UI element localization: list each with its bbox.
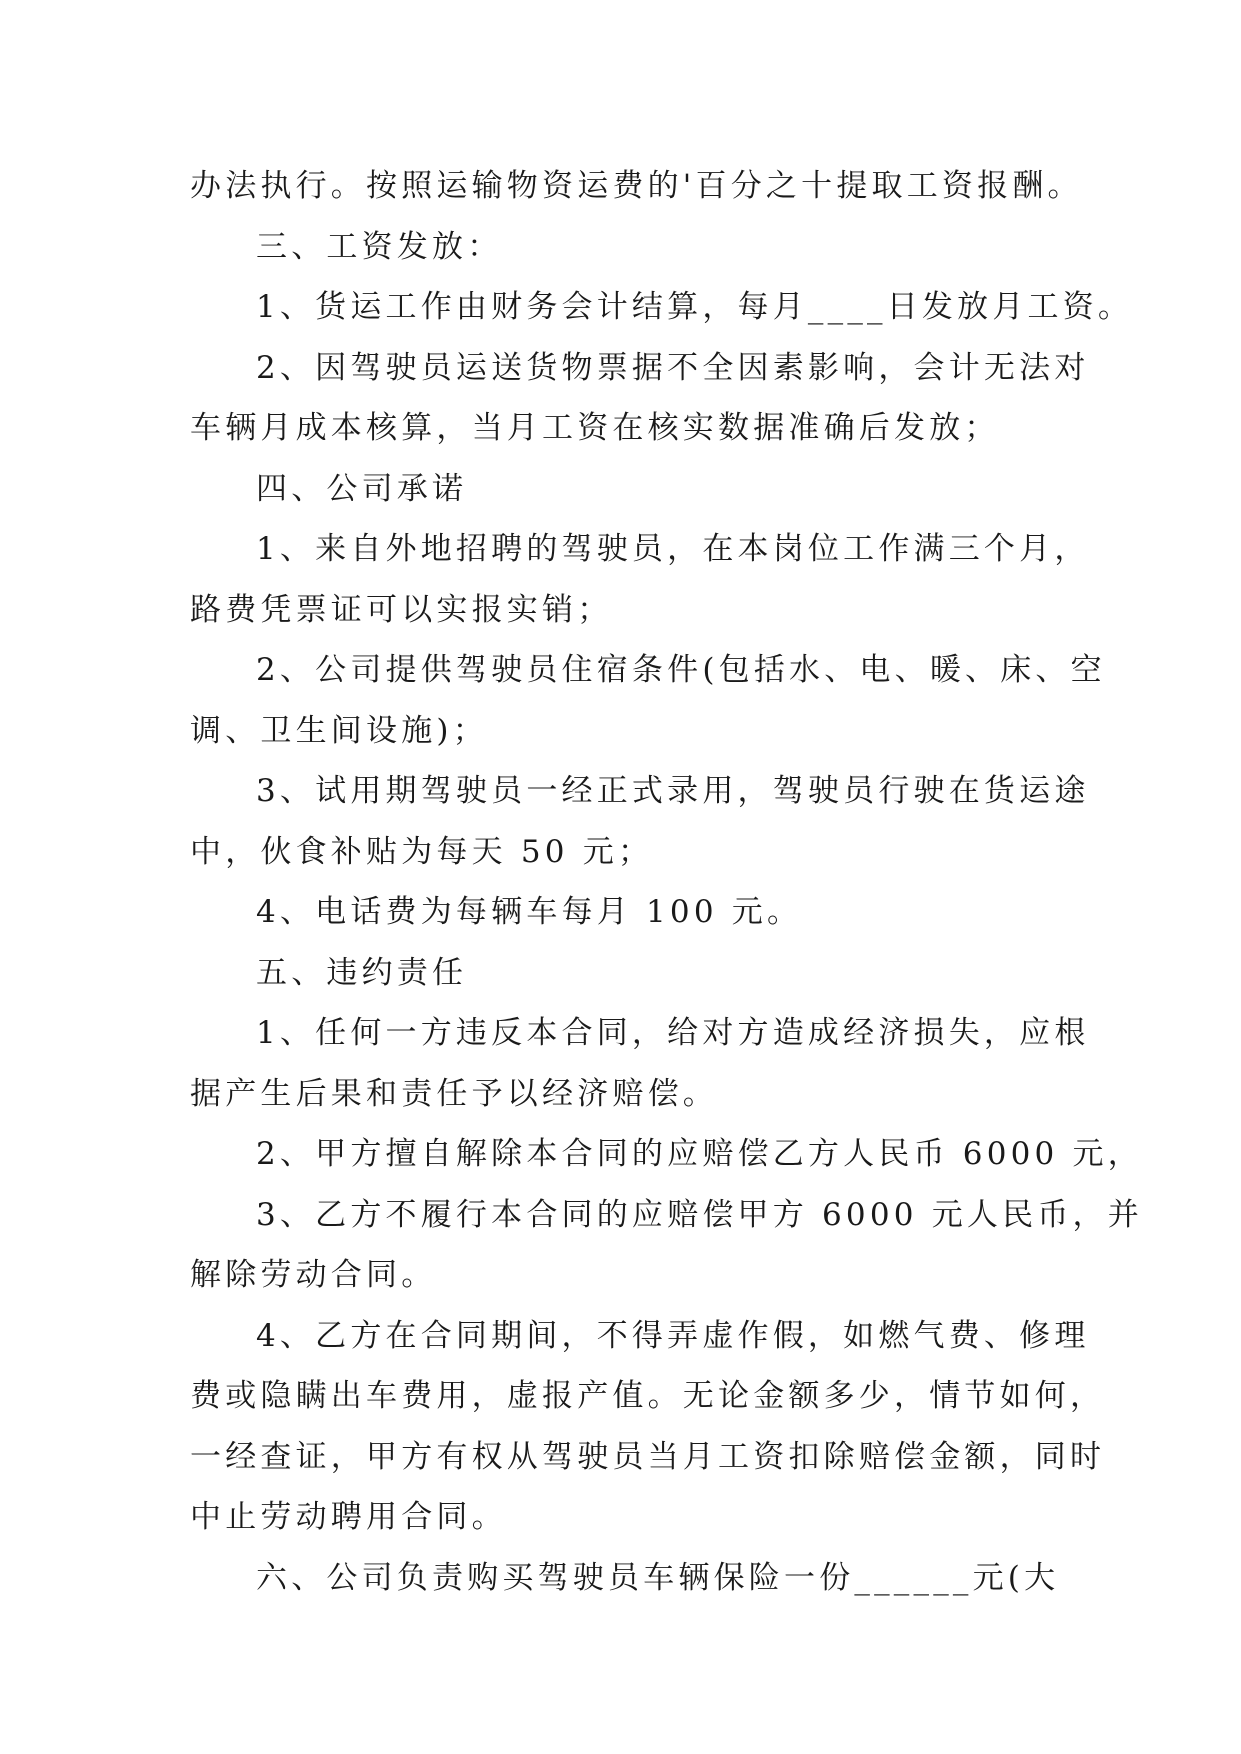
- section-heading-wage-payment: 三、工资发放：: [256, 228, 503, 265]
- section-heading-company-commitment: 四、公司承诺: [256, 470, 468, 507]
- text-line: 一经查证，甲方有权从驾驶员当月工资扣除赔偿金额，同时: [190, 1438, 1106, 1475]
- text-line: 1、货运工作由财务会计结算，每月____日发放月工资。: [256, 289, 1134, 325]
- text-line: 4、电话费为每辆车每月 100 元。: [256, 894, 803, 930]
- text-line: 中止劳动聘用合同。: [190, 1499, 507, 1535]
- text-line: 3、乙方不履行本合同的应赔偿甲方 6000 元人民币，并: [256, 1196, 1143, 1233]
- text-line: 1、来自外地招聘的驾驶员，在本岗位工作满三个月，: [256, 531, 1090, 567]
- text-line: 3、试用期驾驶员一经正式录用，驾驶员行驶在货运途: [256, 773, 1090, 809]
- text-line: 费或隐瞒出车费用，虚报产值。无论金额多少，情节如何，: [190, 1378, 1106, 1414]
- text-line: 办法执行。按照运输物资运费的'百分之十提取工资报酬。: [190, 168, 1083, 204]
- text-line: 2、因驾驶员运送货物票据不全因素影响，会计无法对: [256, 349, 1090, 386]
- text-line: 调、卫生间设施)；: [190, 712, 488, 749]
- text-line: 路费凭票证可以实报实销；: [190, 591, 613, 628]
- text-line: 2、甲方擅自解除本合同的应赔偿乙方人民币 6000 元，: [256, 1136, 1143, 1172]
- text-line: 1、任何一方违反本合同，给对方造成经济损失，应根: [256, 1015, 1090, 1051]
- text-line: 车辆月成本核算，当月工资在核实数据准确后发放；: [190, 410, 1000, 446]
- text-line: 4、乙方在合同期间，不得弄虚作假，如燃气费、修理: [256, 1317, 1090, 1354]
- text-line: 2、公司提供驾驶员住宿条件(包括水、电、暖、床、空: [256, 652, 1106, 688]
- text-line: 中，伙食补贴为每天 50 元；: [190, 833, 654, 870]
- document-body: [190, 156, 1143, 1608]
- text-line: 据产生后果和责任予以经济赔偿。: [190, 1075, 718, 1112]
- text-line: 解除劳动合同。: [190, 1257, 437, 1293]
- section-heading-vehicle-insurance: 六、公司负责购买驾驶员车辆保险一份______元(大: [256, 1559, 1060, 1596]
- section-heading-breach-liability: 五、违约责任: [256, 954, 468, 991]
